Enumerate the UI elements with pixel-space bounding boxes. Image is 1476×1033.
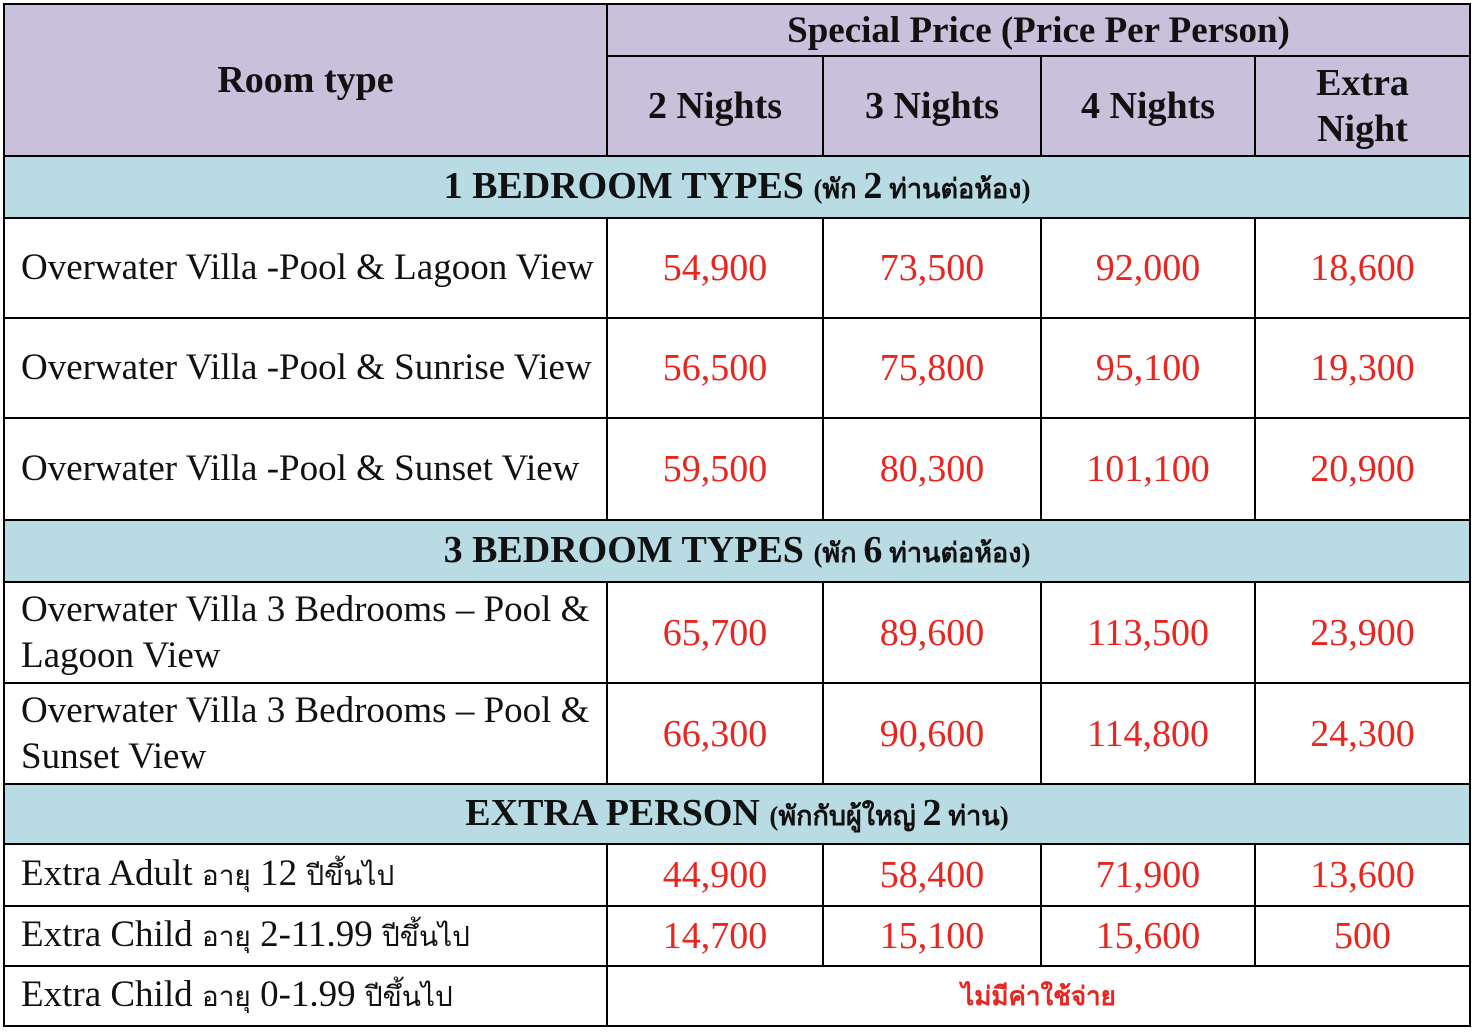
price-3-nights: 90,600 — [823, 683, 1041, 784]
room-name: Overwater Villa -Pool & Sunset View — [4, 418, 607, 520]
price-extra-night: 23,900 — [1255, 582, 1470, 683]
price-3-nights: 80,300 — [823, 418, 1041, 520]
section-title: EXTRA PERSON — [465, 792, 760, 834]
room-name: Overwater Villa -Pool & Sunrise View — [4, 318, 607, 418]
table-row — [4, 318, 1470, 418]
person-type: Extra Child อายุ 2-11.99 ปีขึ้นไป — [4, 906, 607, 966]
section-title: 1 BEDROOM TYPES — [443, 165, 804, 207]
free-of-charge-note: ไม่มีค่าใช้จ่าย — [607, 966, 1470, 1026]
age-label: อายุ — [201, 921, 251, 953]
age-value: 0-1.99 — [260, 973, 356, 1015]
section-title: 3 BEDROOM TYPES — [443, 529, 804, 571]
price-2-nights: 65,700 — [607, 582, 823, 683]
price-4-nights: 114,800 — [1041, 683, 1255, 784]
table-row — [4, 582, 1470, 683]
age-label: อายุ — [201, 860, 251, 892]
price-2-nights: 54,900 — [607, 218, 823, 318]
col-2-nights-header: 2 Nights — [607, 56, 823, 156]
age-value: 12 — [260, 852, 298, 894]
price-2-nights: 56,500 — [607, 318, 823, 418]
age-suffix: ปีขึ้นไป — [364, 981, 453, 1013]
price-extra-night: 24,300 — [1255, 683, 1470, 784]
section-header — [4, 784, 1470, 844]
room-name: Overwater Villa 3 Bedrooms – Pool & Sunset View — [4, 683, 607, 784]
price-table — [3, 3, 1471, 1027]
price-4-nights: 101,100 — [1041, 418, 1255, 520]
room-name: Overwater Villa -Pool & Lagoon View — [4, 218, 607, 318]
room-type-header: Room type — [4, 4, 607, 156]
person-type: Extra Child อายุ 0-1.99 ปีขึ้นไป — [4, 966, 607, 1026]
person-type: Extra Adult อายุ 12 ปีขึ้นไป — [4, 844, 607, 906]
age-suffix: ปีขึ้นไป — [306, 860, 395, 892]
price-2-nights: 14,700 — [607, 906, 823, 966]
price-4-nights: 113,500 — [1041, 582, 1255, 683]
price-extra-night: 18,600 — [1255, 218, 1470, 318]
price-2-nights: 66,300 — [607, 683, 823, 784]
section-note: (พัก 2 ท่านต่อห้อง) — [813, 165, 1031, 207]
price-3-nights: 58,400 — [823, 844, 1041, 906]
price-extra-night: 13,600 — [1255, 844, 1470, 906]
price-2-nights: 59,500 — [607, 418, 823, 520]
section-header — [4, 156, 1470, 218]
table-row — [4, 966, 1470, 1026]
age-suffix: ปีขึ้นไป — [382, 921, 470, 953]
price-2-nights: 44,900 — [607, 844, 823, 906]
special-price-header: Special Price (Price Per Person) — [607, 4, 1470, 56]
price-4-nights: 15,600 — [1041, 906, 1255, 966]
price-extra-night: 500 — [1255, 906, 1470, 966]
price-3-nights: 73,500 — [823, 218, 1041, 318]
col-4-nights-header: 4 Nights — [1041, 56, 1255, 156]
section-note: (พักกับผู้ใหญ่ 2 ท่าน) — [769, 792, 1009, 834]
price-3-nights: 89,600 — [823, 582, 1041, 683]
table-row — [4, 218, 1470, 318]
col-3-nights-header: 3 Nights — [823, 56, 1041, 156]
price-4-nights: 95,100 — [1041, 318, 1255, 418]
section-note: (พัก 6 ท่านต่อห้อง) — [813, 529, 1031, 571]
price-3-nights: 75,800 — [823, 318, 1041, 418]
section-header — [4, 520, 1470, 582]
age-value: 2-11.99 — [260, 913, 373, 955]
price-extra-night: 19,300 — [1255, 318, 1470, 418]
table-row — [4, 906, 1470, 966]
price-extra-night: 20,900 — [1255, 418, 1470, 520]
price-3-nights: 15,100 — [823, 906, 1041, 966]
table-row — [4, 418, 1470, 520]
room-name: Overwater Villa 3 Bedrooms – Pool & Lagoon View — [4, 582, 607, 683]
col-extra-night-header: Extra Night — [1255, 56, 1470, 156]
price-4-nights: 92,000 — [1041, 218, 1255, 318]
price-4-nights: 71,900 — [1041, 844, 1255, 906]
table-row — [4, 844, 1470, 906]
age-label: อายุ — [201, 981, 251, 1013]
table-row — [4, 683, 1470, 784]
